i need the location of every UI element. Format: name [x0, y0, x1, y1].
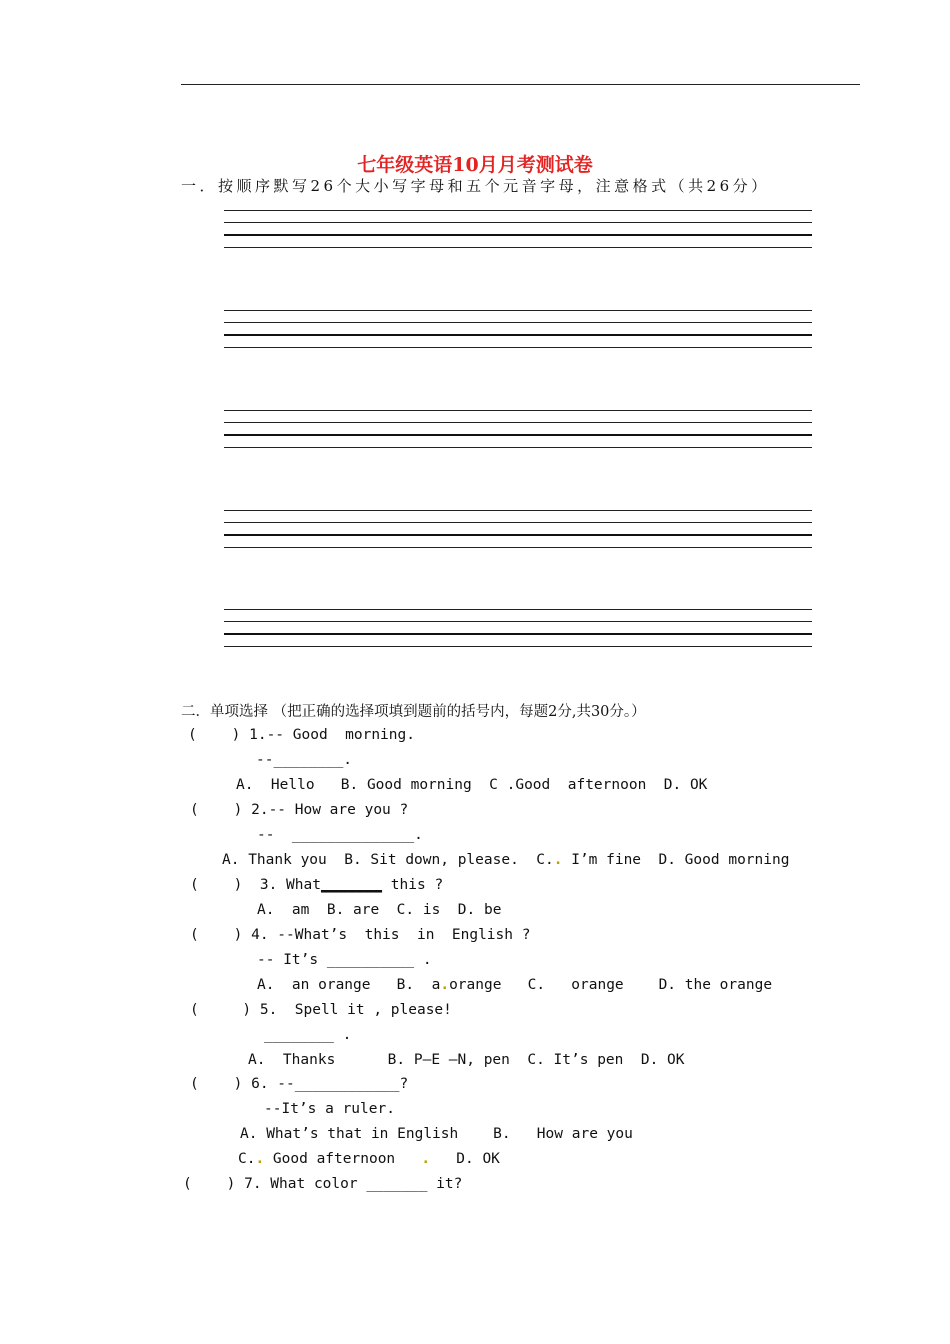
q1-options: A. Hello B. Good morning C .Good afternoon D. OK: [236, 777, 708, 793]
q5-reply: ________ .: [264, 1027, 352, 1043]
writing-lines-2: [224, 310, 812, 350]
q5-options: A. Thanks B. P—E –N, pen C. It’s pen D. OK: [248, 1052, 685, 1068]
q4-options-a: A. an orange B. a: [257, 977, 441, 993]
q6-options-b2: Good afternoon: [264, 1151, 422, 1167]
q6-options-a: A. What’s that in English B. How are you: [240, 1126, 633, 1142]
section1-heading: 一．按顺序默写26个大小写字母和五个元音字母，注意格式（共26分）: [181, 177, 770, 195]
writing-lines-3: [224, 410, 812, 450]
q6-options-b1: C.: [238, 1151, 256, 1167]
dot-mark: .: [553, 852, 563, 868]
q2-reply: -- ______________.: [257, 827, 423, 843]
q2-stem: ( ) 2.-- How are you ?: [190, 802, 409, 818]
q4-reply: -- It’s __________ .: [257, 952, 432, 968]
q4-stem: ( ) 4. --What’s this in English ?: [190, 927, 531, 943]
q3-blank: _______: [320, 877, 383, 893]
q1-stem: ( ) 1.-- Good morning.: [188, 727, 415, 743]
header-rule: [181, 84, 860, 85]
q5-stem: ( ) 5. Spell it , please!: [190, 1002, 452, 1018]
q3-stem-start: ( ) 3. What: [190, 877, 321, 893]
q6-options-b: [238, 1149, 500, 1169]
section2-heading: 二．单项选择 （把正确的选择项填到题前的括号内，每题2分,共30分。）: [181, 704, 646, 720]
q6-stem: ( ) 6. --____________?: [190, 1076, 409, 1092]
q6-options-b3: D. OK: [430, 1151, 500, 1167]
q6-reply: --It’s a ruler.: [264, 1101, 395, 1117]
q4-options: [257, 975, 772, 995]
q3-stem-end: this ?: [382, 877, 444, 893]
q3-stem: [190, 875, 443, 895]
q7-stem: ( ) 7. What color _______ it?: [183, 1176, 463, 1192]
q2-options-a: A. Thank you B. Sit down, please. C.: [222, 852, 554, 868]
dot-mark: .: [255, 1151, 265, 1167]
q2-options-b: I’m fine D. Good morning: [562, 852, 790, 868]
writing-lines-1: [224, 210, 812, 250]
q2-options: [222, 850, 789, 870]
writing-lines-4: [224, 510, 812, 550]
q3-options: A. am B. are C. is D. be: [257, 902, 502, 918]
page-title: 七年级英语10月月考测试卷: [357, 154, 593, 176]
dot-mark: .: [440, 977, 450, 993]
writing-lines-5: [224, 609, 812, 649]
q1-reply: --________.: [256, 752, 353, 768]
dot-mark: .: [421, 1151, 431, 1167]
q4-options-b: orange C. orange D. the orange: [449, 977, 773, 993]
